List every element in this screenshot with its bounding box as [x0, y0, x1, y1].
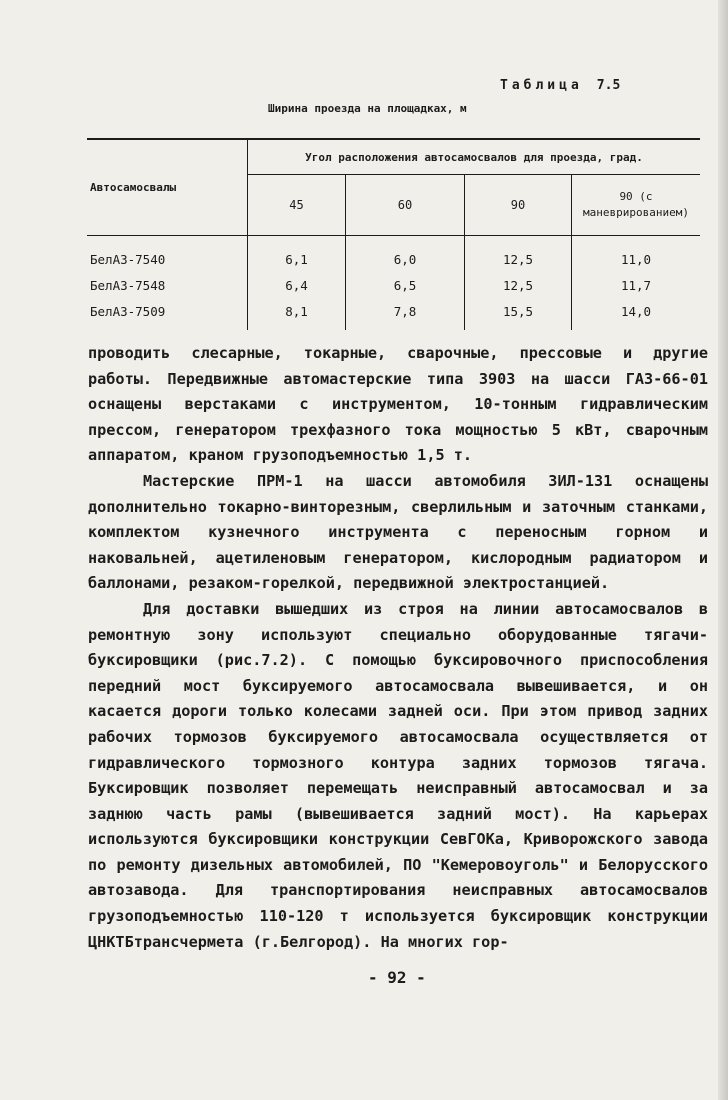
header-group: Угол расположения автосамосвалов для проезда, град. [248, 139, 701, 175]
cell-value: 11,0 [572, 236, 701, 273]
table-caption-number: 7.5 [596, 78, 621, 93]
row-name: БелАЗ-7509 [90, 303, 166, 319]
table-row [87, 272, 700, 298]
row-name: БелАЗ-7540 [90, 251, 166, 267]
page-edge [718, 0, 728, 1100]
cell-value: 14,0 [572, 298, 701, 330]
body-text [88, 341, 708, 955]
header-col-60: 60 [346, 175, 465, 236]
header-col-45: 45 [248, 175, 346, 236]
cell-value: 12,5 [465, 236, 572, 273]
cell-value: 6,5 [346, 272, 465, 298]
table-caption [500, 78, 620, 93]
cell-value: 15,5 [465, 298, 572, 330]
page-number: - 92 - [368, 968, 426, 987]
cell-value: 12,5 [465, 272, 572, 298]
header-col-90: 90 [465, 175, 572, 236]
cell-value: 6,1 [248, 236, 346, 273]
table-header-row [87, 139, 700, 175]
table-row [87, 298, 700, 330]
data-table [87, 138, 700, 330]
cell-value: 11,7 [572, 272, 701, 298]
paragraph-3: Для доставки вышедших из строя на линии автосамосвалов в ремонтную зону используют специально оборудованные тягачи-буксировщики (рис.7.2). С помощью буксировочного приспособления передний мост буксируемого автосамосвала вывешивается, и он касается дороги только колесами задней оси. При этом привод задних рабочих тормозов буксируемого автосамосвала осуществляется от гидравлического тормозного контура задних тормозов тягача. Буксировщик позволяет перемещать неисправный автосамосвал и за заднюю часть рамы (вывешивается задний мост). На карьерах используются буксировщики конструкции СевГОКа, Криворожского завода по ремонту дизельных автомобилей, ПО "Кемеровоуголь" и Белорусского автозавода. Для транспортирования неисправных автосамосвалов грузоподъемностью 110-120 т используется буксировщик конструкции ЦНКТБтрансчермета (г.Белгород). На многих гор- [88, 599, 708, 951]
header-col-90-maneuver: 90 (с маневрированием) [572, 175, 701, 236]
table-title: Ширина проезда на площадках, м [268, 102, 467, 115]
header-device: Автосамосвалы [87, 139, 248, 236]
row-name: БелАЗ-7548 [90, 277, 166, 293]
cell-value: 7,8 [346, 298, 465, 330]
paragraph-2: Мастерские ПРМ-1 на шасси автомобиля ЗИЛ-131 оснащены дополнительно токарно-винторезным, сверлильным и заточным станками, комплектом кузнечного инструмента с переносным горном и наковальней, ацетиленовым генератором, кислородным радиатором и баллонами, резаком-горелкой, передвижной электростанцией. [88, 471, 708, 593]
table-caption-word: Таблица [500, 78, 583, 93]
paragraph-1: проводить слесарные, токарные, сварочные, прессовые и другие работы. Передвижные автомастерские типа 3903 на шасси ГАЗ-66-01 оснащены верстаками с инструментом, 10-тонным гидравлическим прессом, генератором трехфазного тока мощностью 5 кВт, сварочным аппаратом, краном грузоподъемностью 1,5 т. [88, 344, 708, 465]
cell-value: 8,1 [248, 298, 346, 330]
cell-value: 6,0 [346, 236, 465, 273]
cell-value: 6,4 [248, 272, 346, 298]
table-row [87, 236, 700, 273]
